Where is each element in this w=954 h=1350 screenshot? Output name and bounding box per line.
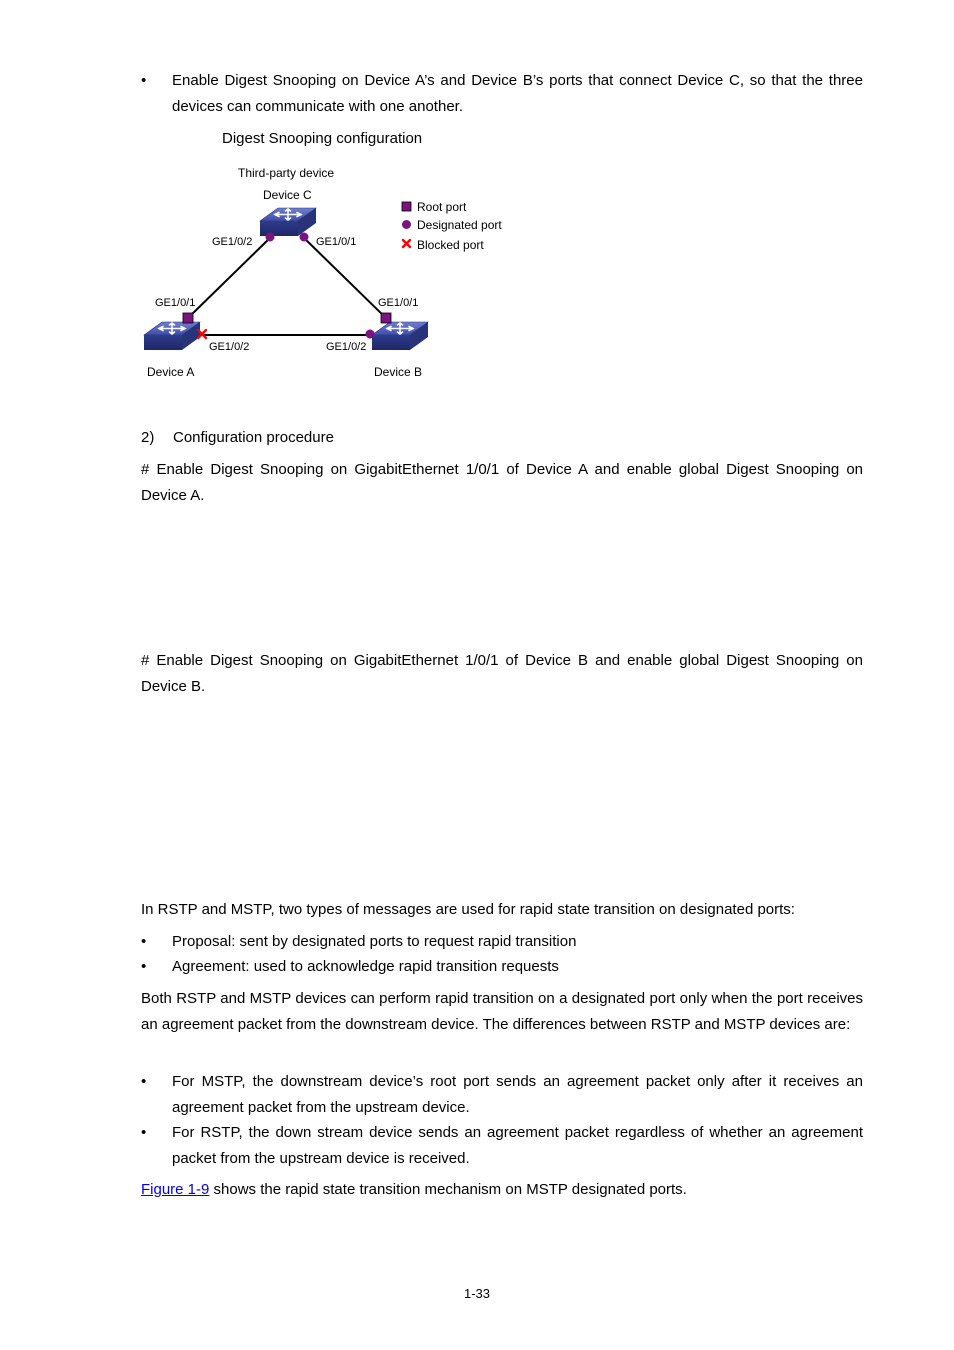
bullet-icon: •	[141, 933, 147, 950]
designated-port-icon	[266, 233, 275, 242]
device-c-switch-icon	[260, 208, 316, 236]
third-party-label: Third-party device	[238, 166, 335, 180]
list-item-text: Proposal: sent by designated ports to request rapid transition	[172, 933, 577, 950]
bullet-icon: •	[141, 1124, 147, 1141]
port-label: GE1/0/2	[209, 341, 250, 353]
step-number: 2)	[141, 429, 155, 446]
designated-port-icon	[300, 233, 309, 242]
page-number: 1-33	[463, 1286, 491, 1301]
link-c-b	[302, 236, 386, 318]
bullet-icon: •	[141, 72, 147, 89]
device-b-label: Device B	[374, 365, 423, 379]
root-port-icon	[381, 313, 391, 323]
list-item-text: Agreement: used to acknowledge rapid transition requests	[172, 958, 559, 975]
port-label: GE1/0/2	[326, 341, 367, 353]
port-label: GE1/0/1	[316, 236, 357, 248]
list-item-text: For MSTP, the downstream device’s root port sends an agreement packet only after it receives an agreement packet from the upstream device.	[172, 1073, 863, 1116]
legend-root-port: Root port	[417, 200, 467, 214]
legend-designated-port-icon	[402, 220, 411, 229]
network-diagram	[130, 160, 530, 385]
root-port-icon	[183, 313, 193, 323]
port-label: GE1/0/1	[378, 297, 419, 309]
figure-caption: Digest Snooping configuration	[222, 130, 423, 147]
step-title: Configuration procedure	[173, 429, 334, 446]
paragraph-device-a: # Enable Digest Snooping on GigabitEthernet 1/0/1 of Device A and enable global Digest Snooping on Device A.	[141, 461, 863, 504]
device-c-label: Device C	[263, 188, 312, 202]
bullet-icon: •	[141, 958, 147, 975]
legend-blocked-port: Blocked port	[417, 238, 484, 252]
device-a-label: Device A	[147, 365, 195, 379]
legend-blocked-port-icon	[403, 240, 410, 247]
paragraph-device-b: # Enable Digest Snooping on GigabitEthernet 1/0/1 of Device B and enable global Digest Snooping on Device B.	[141, 652, 863, 695]
figure-reference	[141, 1177, 863, 1203]
figure-reference-text: shows the rapid state transition mechanism on MSTP designated ports.	[209, 1181, 687, 1198]
designated-port-icon	[366, 330, 375, 339]
intro-bullet-text: Enable Digest Snooping on Device A’s and Device B’s ports that connect Device C, so that the three devices can communicate with one another.	[172, 72, 863, 115]
bullet-icon: •	[141, 1073, 147, 1090]
port-label: GE1/0/1	[155, 297, 196, 309]
legend-designated-port: Designated port	[417, 218, 502, 232]
device-b-switch-icon	[372, 322, 428, 350]
device-a-switch-icon	[144, 322, 200, 350]
figure-link[interactable]: Figure 1-9	[141, 1181, 210, 1198]
differences-paragraph: Both RSTP and MSTP devices can perform rapid transition on a designated port only when the port receives an agreement packet from the downstream device. The differences between RSTP and MSTP devices are:	[141, 990, 863, 1033]
port-label: GE1/0/2	[212, 236, 253, 248]
legend-root-port-icon	[402, 202, 411, 211]
list-item-text: For RSTP, the down stream device sends an agreement packet regardless of whether an agreement packet from the upstream device is received.	[172, 1124, 863, 1167]
link-c-a	[188, 236, 272, 318]
rstp-intro: In RSTP and MSTP, two types of messages are used for rapid state transition on designated ports:	[141, 901, 795, 918]
